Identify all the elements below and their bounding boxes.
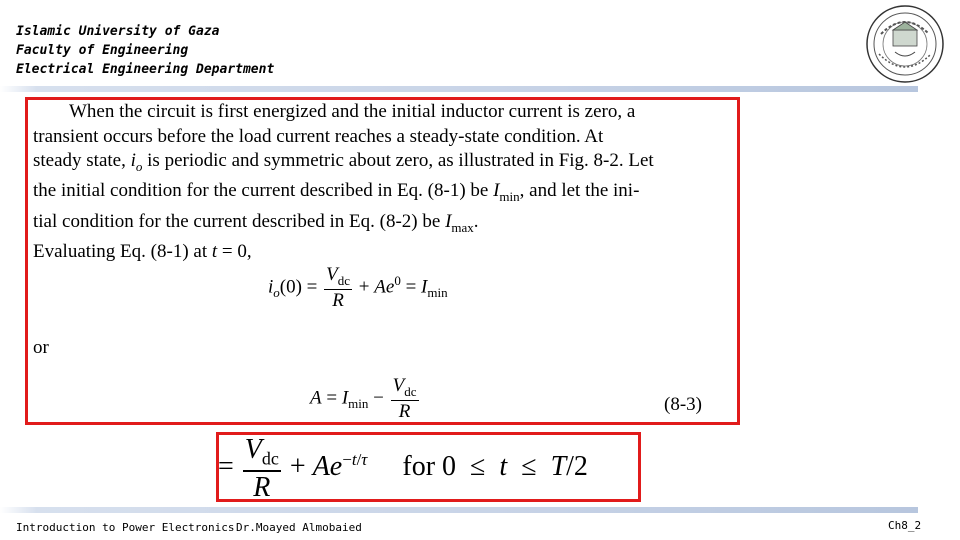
header-divider — [0, 86, 918, 92]
fraction: $\frac{V_{dc}}{R}$ — [392, 375, 417, 422]
footer-author: Dr.Moayed Almobaied — [236, 521, 362, 534]
fraction: $\frac{V_{dc}}{R}$ — [244, 434, 279, 503]
faculty-name: Faculty of Engineering — [16, 43, 189, 58]
header — [16, 22, 274, 79]
text-line: the initial condition for the current described in Eq. (8-1) be $I_{min}$, and let the ini- — [33, 180, 640, 205]
equation-number: (8-3) — [664, 394, 702, 415]
university-seal-icon — [865, 4, 945, 84]
body-paragraph — [33, 100, 709, 264]
equation-current-first-interval: = $\frac{V_{dc}}{R}$ + $Ae^{-t/\tau}$ for 0 ≤ t ≤ T/2 — [218, 434, 588, 503]
connector-or: or — [33, 337, 49, 358]
text-line: steady state, $i_o$ is periodic and symmetric about zero, as illustrated in Fig. 8-2. Let — [33, 150, 654, 174]
university-name: Islamic University of Gaza — [16, 24, 220, 39]
text-line: Evaluating Eq. (8-1) at t = 0, — [33, 240, 252, 262]
slide-number: Ch8_2 — [888, 519, 922, 532]
equation-constant-a: $A = I_{min}$ − $\frac{V_{dc}}{R}$ — [310, 375, 417, 422]
equation-initial-condition: $i_o(0)$ = $\frac{V_{dc}}{R}$ + $Ae^0 = I_{min}$ — [268, 264, 448, 311]
text-line: transient occurs before the load current reaches a steady-state condition. At — [33, 125, 604, 147]
footer-divider — [0, 507, 918, 513]
footer-course: Introduction to Power Electronics — [16, 521, 235, 534]
department-name: Electrical Engineering Department — [16, 62, 275, 77]
fraction: $\frac{V_{dc}}{R}$ — [326, 264, 351, 311]
text-line: When the circuit is first energized and the initial inductor current is zero, a — [69, 101, 636, 122]
text-line: tial condition for the current described in Eq. (8-2) be $I_{max}$. — [33, 210, 479, 235]
